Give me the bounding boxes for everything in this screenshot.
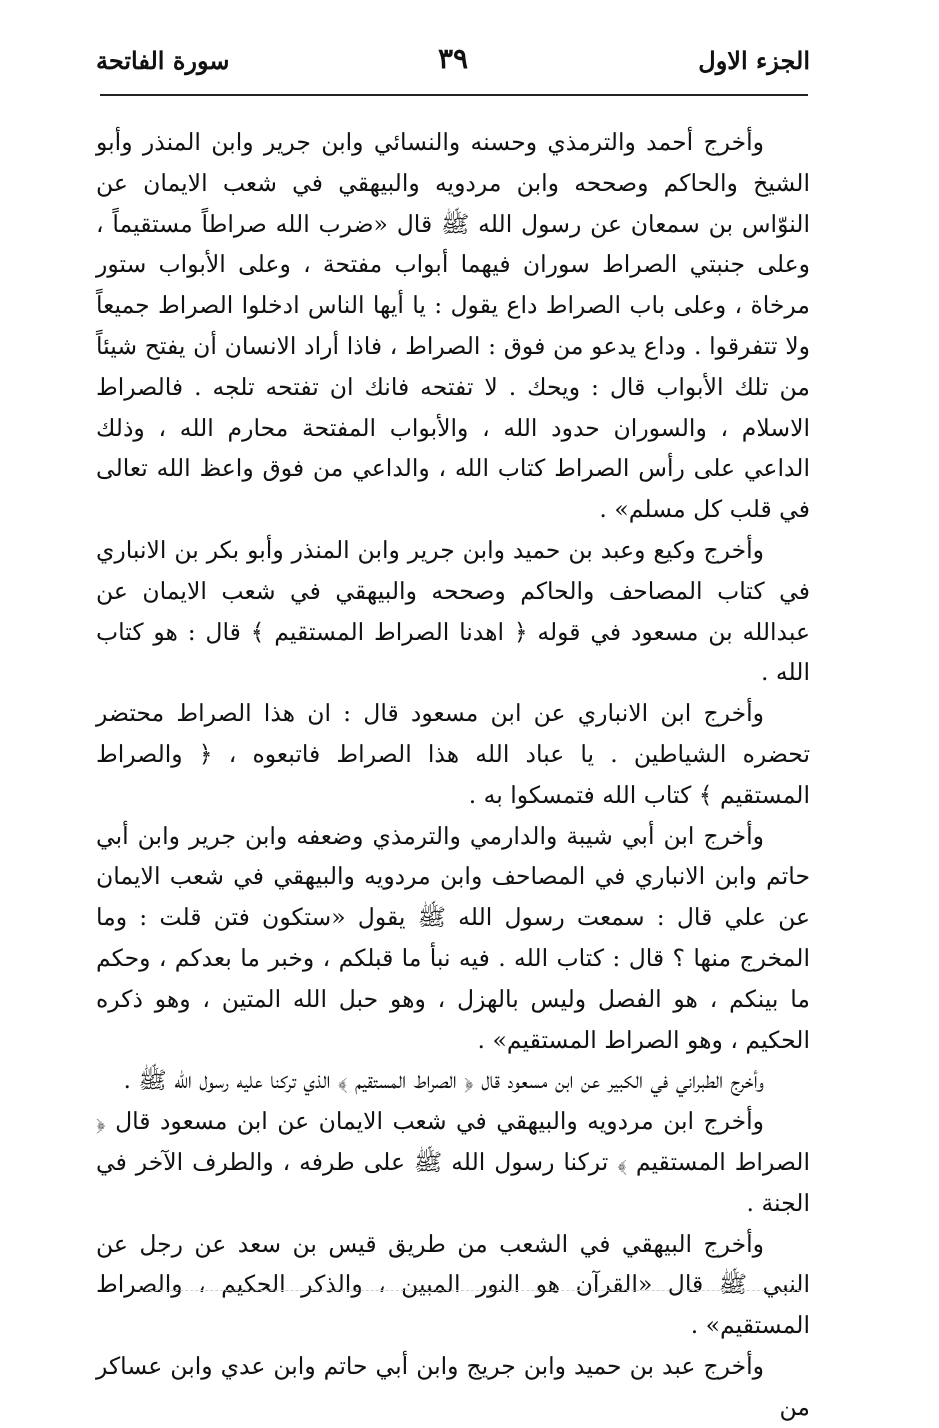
page-body [96,122,810,1428]
paragraph: وأخرج ابن أبي شيبة والدارمي والترمذي وضعفه وابن جرير وابن أبي حاتم وابن الانباري في المصاحف وابن مردويه والبيهقي في شعب الايمان عن علي قال : سمعت رسول الله ﷺ يقول «ستكون فتن قلت : وما المخرج منها ؟ قال : كتاب الله . فيه نبأ ما قبلكم ، وخبر ما بعدكم ، وحكم ما بينكم ، هو الفصل وليس بالهزل ، وهو حبل الله المتين ، وهو ذكره الحكيم ، وهو الصراط المستقيم» . [96,821,810,1054]
paragraph: وأخرج ابن مردويه والبيهقي في شعب الايمان عن ابن مسعود قال ﴿ الصراط المستقيم ﴾ تركنا رسول الله ﷺ على طرفه ، والطرف الآخر في الجنة . [96,1107,810,1217]
surah-label: سورة الفاتحة [96,46,230,75]
page-number: ٣٩ [437,42,469,75]
paragraph: وأخرج عبد بن حميد وابن جريج وابن أبي حاتم وابن عدي وابن عساكر من [96,1351,810,1421]
part-label: الجزء الاول [698,46,810,75]
paragraph: وأخرج أحمد والترمذي وحسنه والنسائي وابن جرير وابن المنذر وأبو الشيخ والحاكم وصححه وابن مردويه والبيهقي في شعب الايمان عن النوّاس بن سمعان عن رسول الله ﷺ قال «ضرب الله صراطاً مستقيماً ، وعلى جنبتي الصراط سوران فيهما أبواب مفتحة ، وعلى الأبواب ستور مرخاة ، وعلى باب الصراط داع يقول : يا أيها الناس ادخلوا الصراط جميعاً ولا تتفرقوا . وداع يدعو من فوق : الصراط ، فاذا أراد الانسان أن يفتح شيئاً من تلك الأبواب قال : ويحك . لا تفتحه فانك ان تفتحه تلجه . فالصراط الاسلام ، والسوران حدود الله ، والأبواب المفتحة محارم الله ، وذلك الداعي على رأس الصراط كتاب الله ، والداعي من فوق واعظ الله تعالى في قلب كل مسلم» . [96,128,810,524]
scan-artifact-line [140,1290,800,1292]
page-header [96,40,810,88]
paragraph: وأخرج وكيع وعبد بن حميد وابن جرير وابن المنذر وأبو بكر بن الانباري في كتاب المصاحف والحاكم وصححه والبيهقي في شعب الايمان عن عبدالله بن مسعود في قوله ﴿ اهدنا الصراط المستقيم ﴾ قال : هو كتاب الله . [96,535,810,687]
paragraph: وأخرج ابن الانباري عن ابن مسعود قال : ان هذا الصراط محتضر تحضره الشياطين . يا عباد الله هذا الصراط فاتبعوه ، ﴿ والصراط المستقيم ﴾ كتاب الله فتمسكوا به . [96,699,810,809]
header-divider [100,94,808,96]
paragraph: وأخرج البيهقي في الشعب من طريق قيس بن سعد عن رجل عن النبي ﷺ قال «القرآن هو النور المبين ، والذكر الحكيم ، والصراط المستقيم» . [96,1229,810,1340]
paragraph: وأخرج الطبراني في الكبير عن ابن مسعود قال ﴿ الصراط المستقيم ﴾ الذي تركنا عليه رسول الله ﷺ . [123,1066,764,1095]
